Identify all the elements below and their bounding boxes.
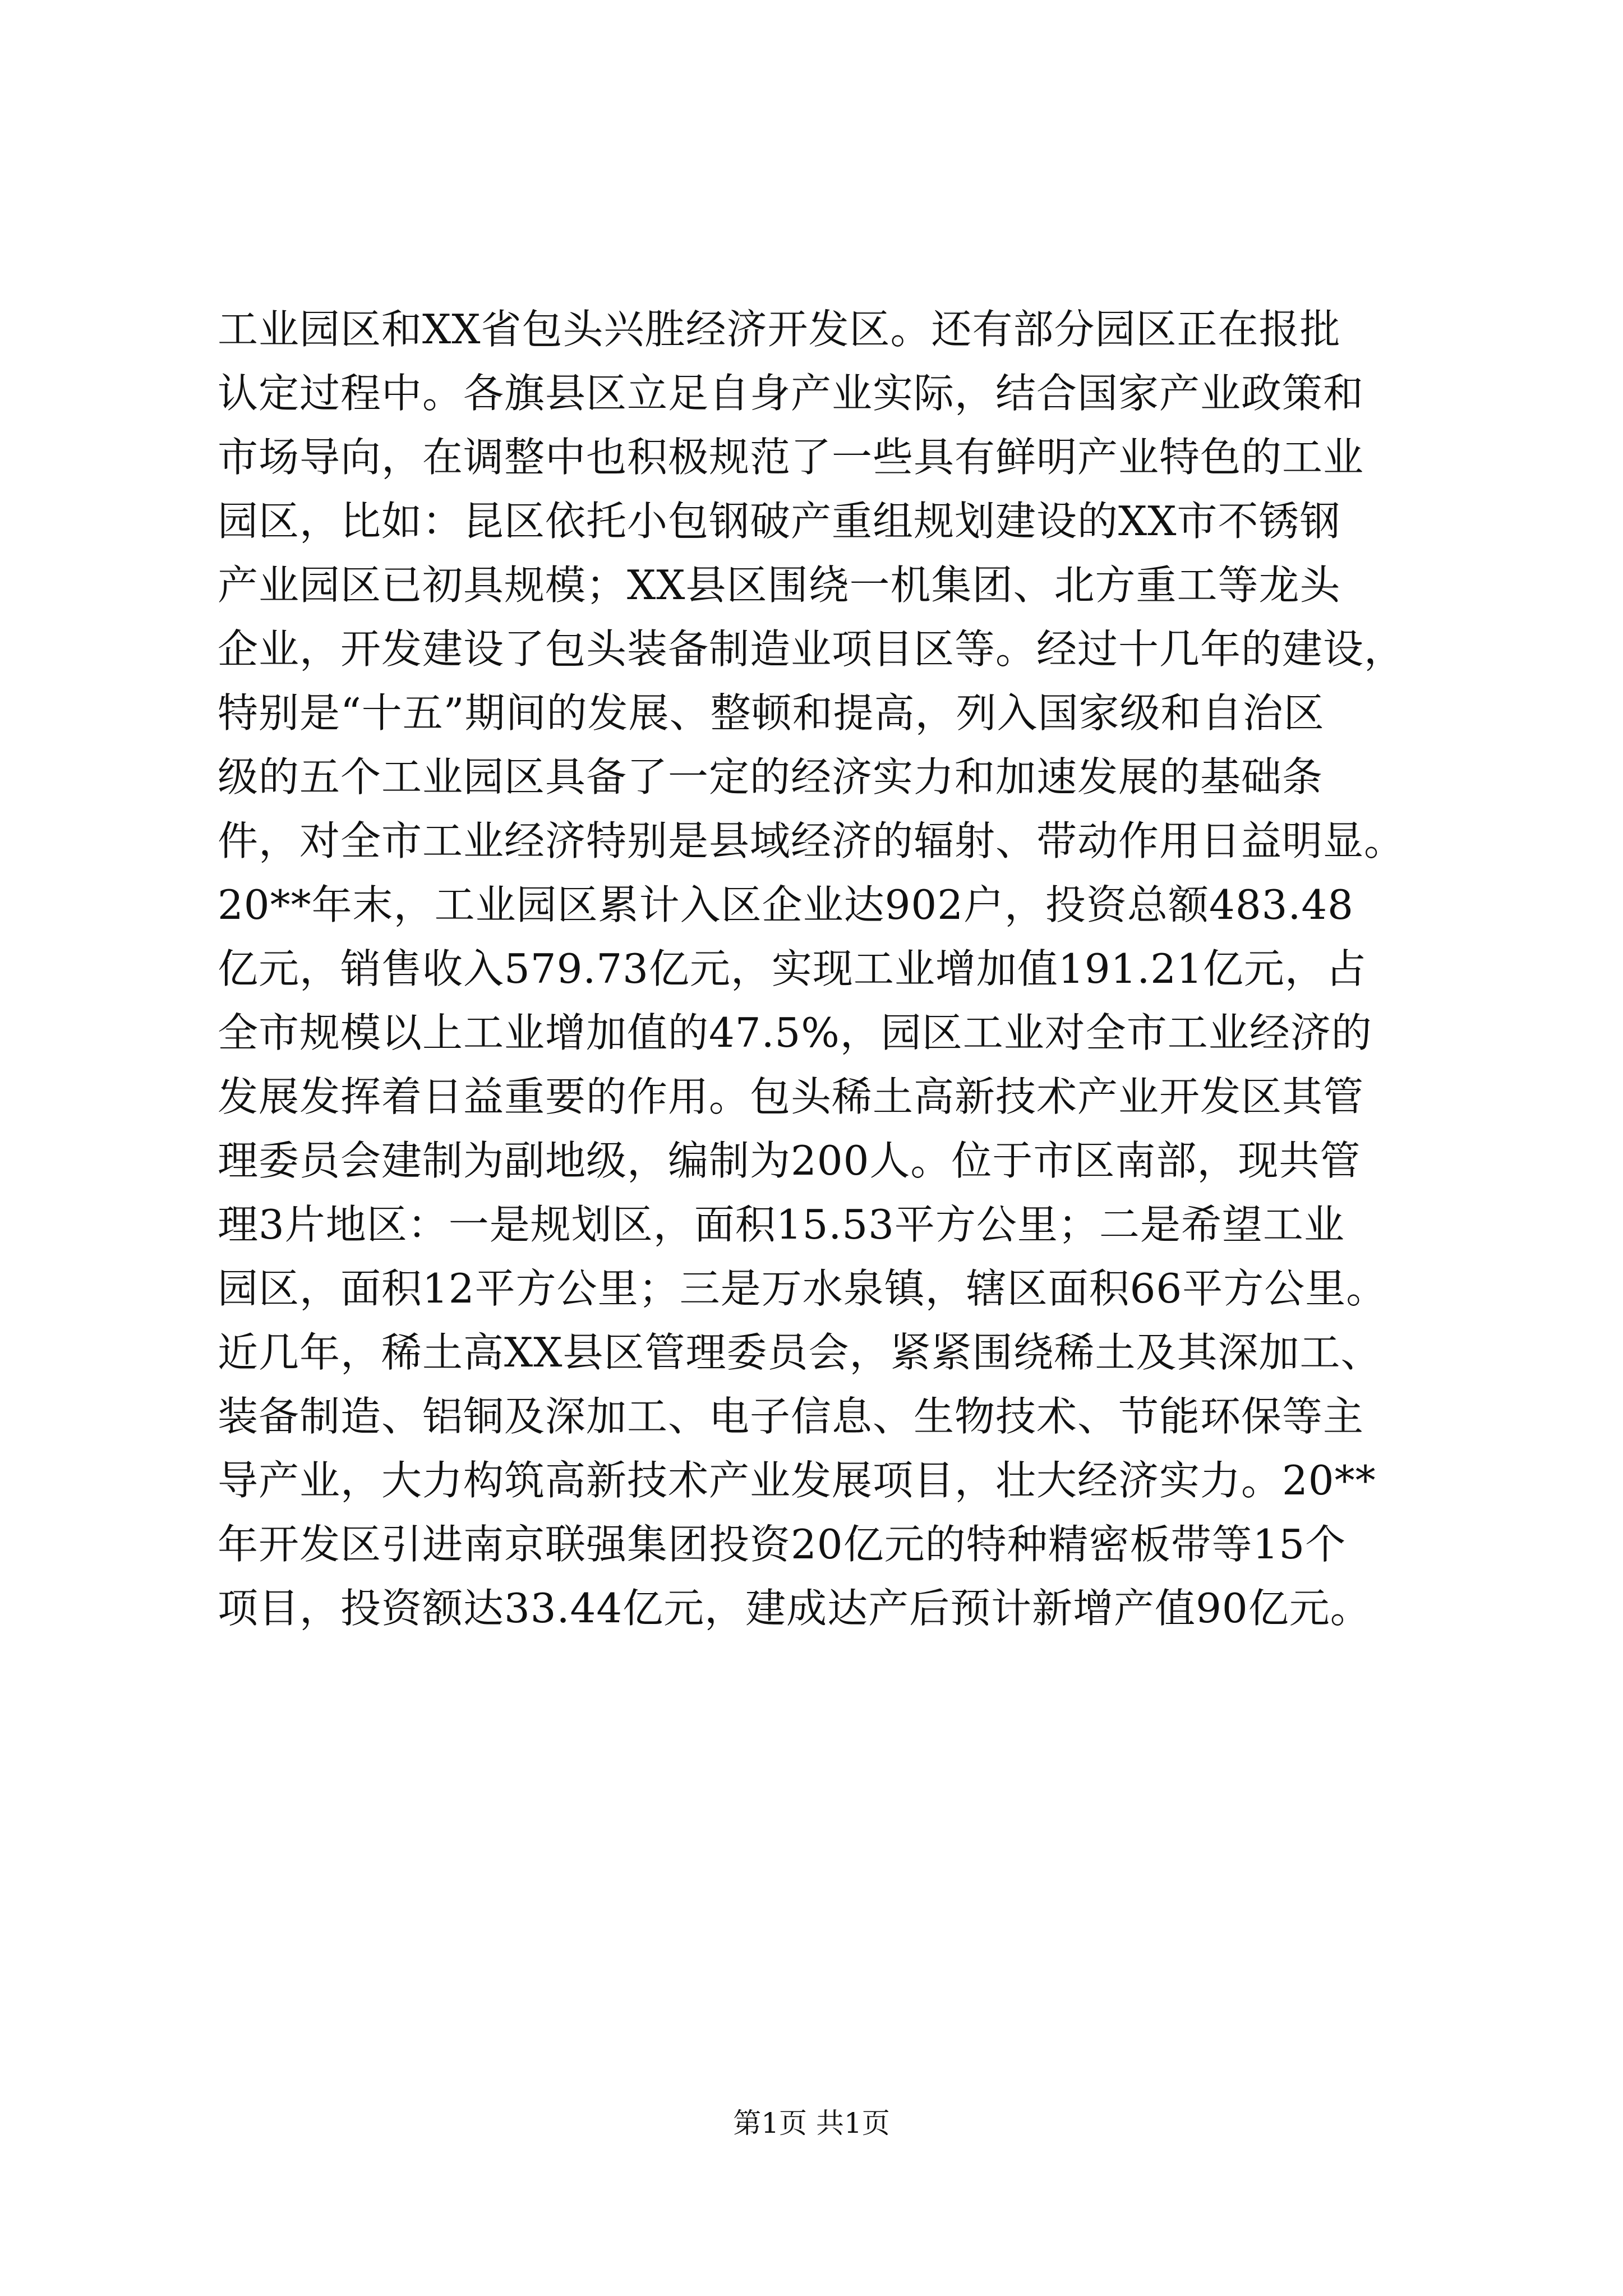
text-line: 件，对全市工业经济特别是县域经济的辐射、带动作用日益明显。 <box>218 817 1405 864</box>
page-footer <box>0 2104 1623 2143</box>
text-line: 近几年，稀土高XX县区管理委员会，紧紧围绕稀土及其深加工、 <box>218 1329 1382 1376</box>
text-line: 装备制造、铝铜及深加工、电子信息、生物技术、节能环保等主 <box>218 1393 1364 1440</box>
text-line: 理委员会建制为副地级，编制为200人。位于市区南部，现共管 <box>218 1137 1361 1184</box>
text-line: 理3片地区：一是规划区，面积15.53平方公里；二是希望工业 <box>218 1201 1345 1248</box>
text-line: 年开发区引进南京联强集团投资20亿元的特种精密板带等15个 <box>218 1521 1347 1568</box>
text-line: 工业园区和XX省包头兴胜经济开发区。还有部分园区正在报批 <box>218 306 1341 353</box>
text-line: 园区，比如：昆区依托小包钢破产重组规划建设的XX市不锈钢 <box>218 498 1341 545</box>
text-line: 导产业，大力构筑高新技术产业发展项目，壮大经济实力。20** <box>218 1457 1376 1504</box>
text-line: 20**年末，工业园区累计入区企业达902户，投资总额483.48 <box>218 881 1354 928</box>
text-line: 园区，面积12平方公里；三是万水泉镇，辖区面积66平方公里。 <box>218 1265 1387 1312</box>
text-line: 产业园区已初具规模；XX县区围绕一机集团、北方重工等龙头 <box>218 562 1341 609</box>
text-line: 企业，开发建设了包头装备制造业项目区等。经过十几年的建设， <box>218 625 1405 673</box>
text-line: 级的五个工业园区具备了一定的经济实力和加速发展的基础条 <box>218 753 1324 800</box>
text-line: 特别是“十五”期间的发展、整顿和提高，列入国家级和自治区 <box>218 689 1325 737</box>
text-line: 项目，投资额达33.44亿元，建成达产后预计新增产值90亿元。 <box>218 1585 1371 1632</box>
text-line: 发展发挥着日益重要的作用。包头稀土高新技术产业开发区其管 <box>218 1073 1364 1120</box>
text-line: 认定过程中。各旗县区立足自身产业实际，结合国家产业政策和 <box>218 370 1364 417</box>
body-paragraph <box>218 297 1418 1640</box>
text-line: 亿元，销售收入579.73亿元，实现工业增加值191.21亿元，占 <box>218 945 1367 992</box>
text-line: 全市规模以上工业增加值的47.5%，园区工业对全市工业经济的 <box>218 1009 1372 1056</box>
text-line: 市场导向，在调整中也积极规范了一些具有鲜明产业特色的工业 <box>218 434 1364 481</box>
page-number-label: 第1页 共1页 <box>733 2107 890 2139</box>
